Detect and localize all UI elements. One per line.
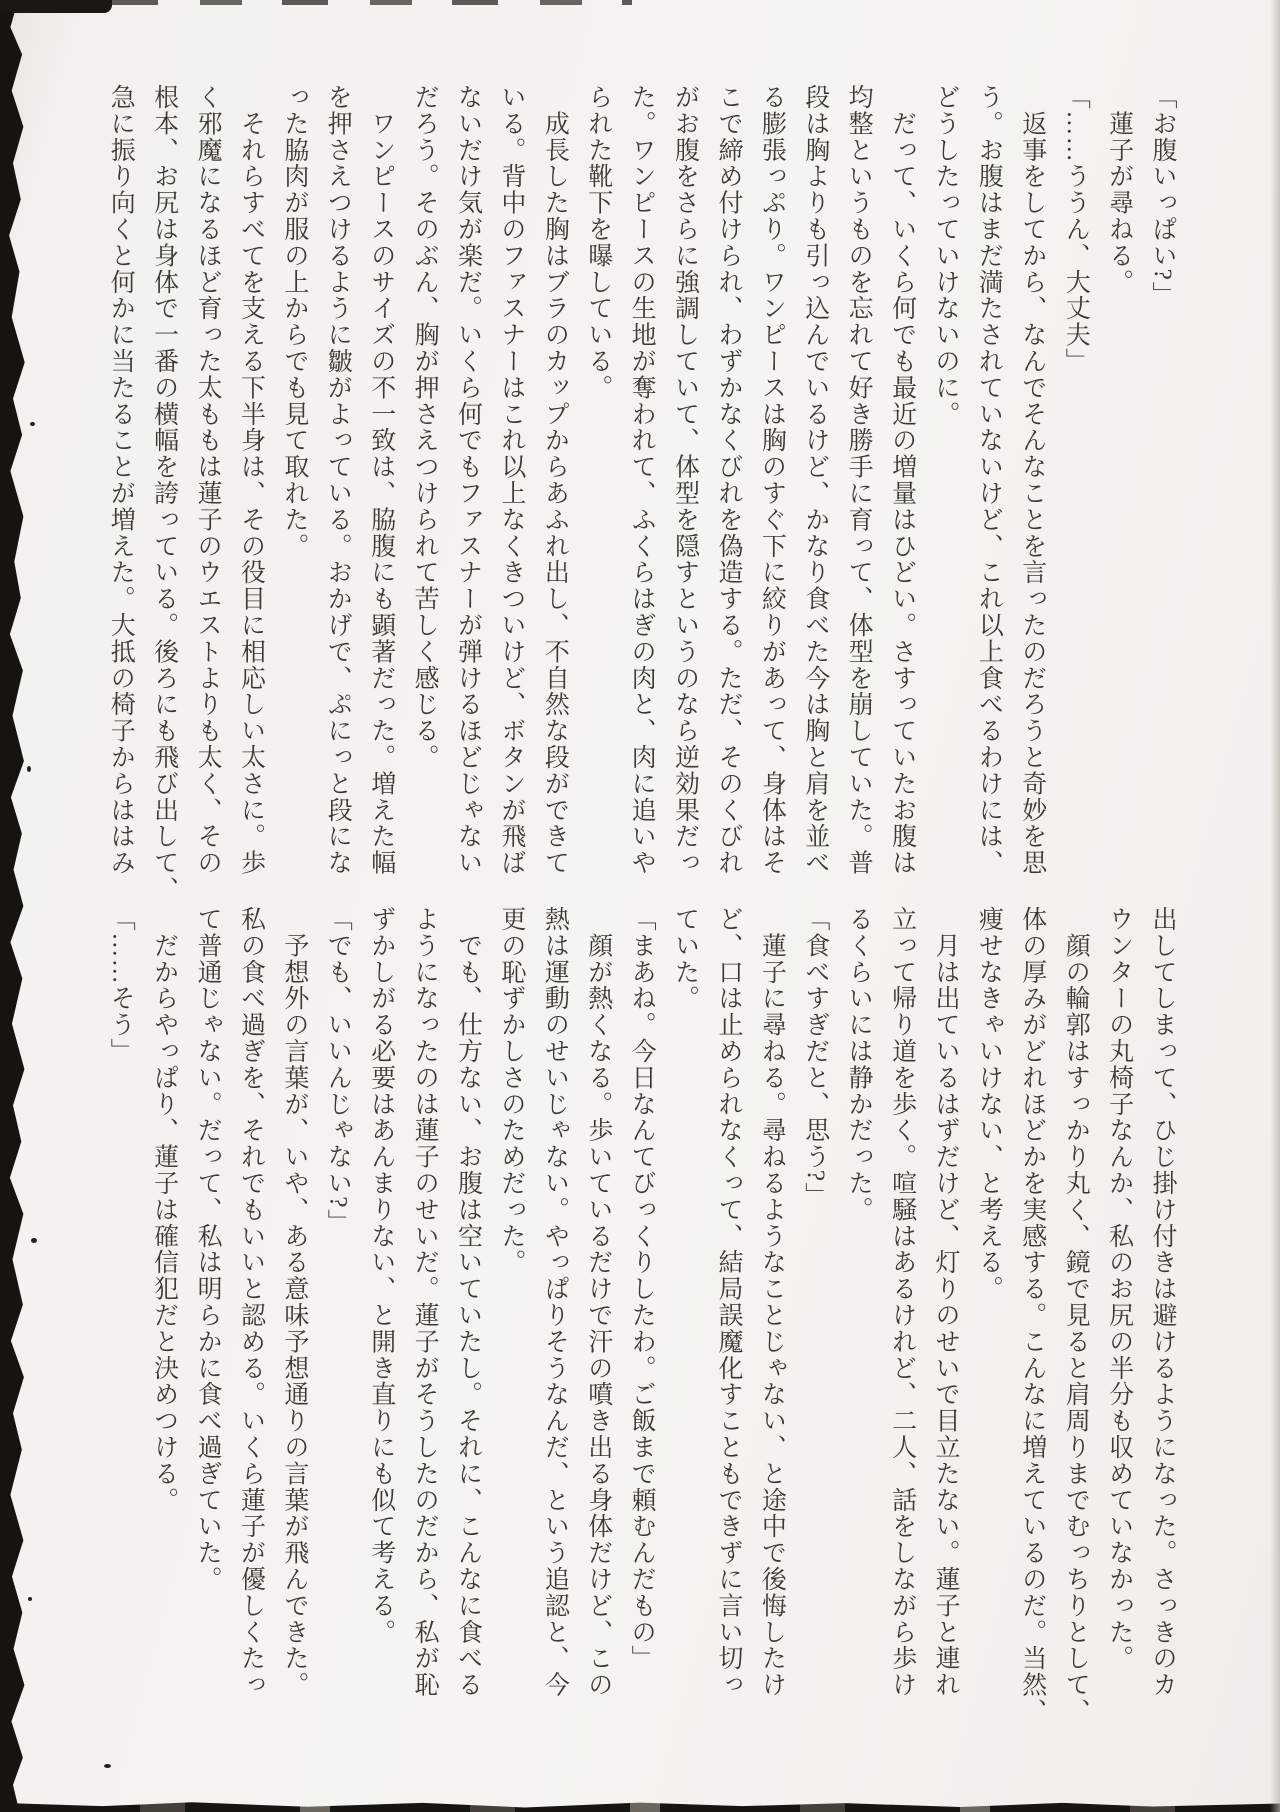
text-line: 「まあね。今日なんてびっくりしたわ。ご飯まで頼むんだもの」 — [628, 906, 656, 1672]
text-line: 「お腹いっぱい?」 — [1149, 84, 1176, 308]
text-line: ど、口は止められなくって、結局誤魔化すこともできずに言い切っ — [714, 906, 742, 1698]
text-line: こで締め付けられ、わずかなくびれを偽造する。ただ、そのくびれ — [714, 84, 742, 876]
scan-speck — [31, 1238, 37, 1243]
text-line: 「……ううん、大丈夫」 — [1062, 84, 1090, 375]
text-line: ずかしがる必要はあんまりない、と開き直りにも似て考える。 — [367, 906, 395, 1646]
text-line: て普通じゃない。だって、私は明らかに食べ過ぎていた。 — [194, 906, 222, 1593]
text-line: いる。背中のファスナーはこれ以上なくきついけど、ボタンが飛ば — [497, 84, 525, 876]
text-line: ようになったのは蓮子のせいだ。蓮子がそうしたのだから、私が恥 — [411, 906, 439, 1698]
text-block-top — [99, 84, 1184, 903]
text-line: った脇肉が服の上からでも見て取れた。 — [280, 84, 308, 560]
text-line: を押さえつけるように皺がよっている。おかげで、ぷにっと段にな — [324, 84, 352, 876]
text-line: だって、いくら何でも最近の増量はひどい。さすっていたお腹は — [888, 84, 916, 876]
scan-artifact-bottom-edge — [0, 1799, 1280, 1812]
text-line: それらすべてを支える下半身は、その役目に相応しい太さに。歩 — [237, 84, 265, 876]
text-line: 段は胸よりも引っ込んでいるけど、かなり食べた今は胸と肩を並べ — [801, 84, 829, 876]
scan-speck — [27, 766, 31, 772]
text-line: た。ワンピースの生地が奪われて、ふくらはぎの肉と、肉に追いや — [628, 84, 656, 876]
scan-speck — [104, 1764, 111, 1768]
text-line: 根本、お尻は身体で一番の横幅を誇っている。後ろにも飛び出して、 — [150, 84, 178, 903]
text-line: でも、仕方ない、お腹は空いていたし。それに、こんなに食べる — [454, 906, 482, 1698]
text-line: 痩せなきゃいけない、と考える。 — [975, 906, 1003, 1302]
text-line: 私の食べ過ぎを、それでもいいと認める。いくら蓮子が優しくたっ — [237, 906, 265, 1698]
text-line: 「食べすぎだと、思う?」 — [801, 906, 829, 1209]
text-line: 均整というものを忘れて好き勝手に育って、体型を崩していた。普 — [845, 84, 873, 876]
text-line: 顔の輪郭はすっかり丸く、鏡で見ると肩周りまでむっちりとして、 — [1062, 906, 1090, 1725]
text-line: 急に振り向くと何かに当たることが増えた。大抵の椅子からははみ — [107, 84, 135, 876]
text-line: 熱は運動のせいじゃない。やっぱりそうなんだ、という追認と、今 — [541, 906, 569, 1698]
scan-artifact-right-shadow — [1270, 0, 1280, 1812]
text-line: ていた。 — [671, 906, 699, 1012]
text-line: る膨張っぷり。ワンピースは胸のすぐ下に絞りがあって、身体はそ — [758, 84, 786, 876]
text-line: がお腹をさらに強調していて、体型を隠すというのなら逆効果だっ — [671, 84, 699, 876]
text-line: 月は出ているはずだけど、灯りのせいで目立たない。蓮子と連れ — [931, 906, 959, 1698]
text-line: 蓮子に尋ねる。尋ねるようなことじゃない、と途中で後悔したけ — [758, 906, 786, 1698]
text-line: く邪魔になるほど育った太ももは蓮子のウエストよりも太く、その — [194, 84, 222, 876]
text-line: 蓮子が尋ねる。 — [1105, 84, 1133, 296]
text-line: 出してしまって、ひじ掛け付きは避けるようになった。さっきのカ — [1149, 906, 1176, 1698]
text-line: 予想外の言葉が、いや、ある意味予想通りの言葉が飛んできた。 — [280, 906, 308, 1698]
text-line: 「……そう」 — [107, 906, 135, 1065]
text-line: るくらいには静かだった。 — [845, 906, 873, 1223]
text-line: 成長した胸はブラのカップからあふれ出し、不自然な段ができて — [541, 84, 569, 876]
text-line: だろう。そのぶん、胸が押さえつけられて苦しく感じる。 — [411, 84, 439, 771]
text-line: 立って帰り道を歩く。喧騒はあるけれど、二人、話をしながら歩け — [888, 906, 916, 1698]
scan-artifact-top-left-corner — [0, 0, 112, 13]
scan-artifact-top-edge — [112, 0, 632, 5]
text-block-bottom — [99, 906, 1184, 1725]
scan-artifact-left-edge — [0, 0, 26, 1812]
text-line: ワンピースのサイズの不一致は、脇腹にも顕著だった。増えた幅 — [367, 84, 395, 876]
text-line: 「でも、いいんじゃない?」 — [324, 906, 352, 1236]
scan-speck — [30, 422, 35, 426]
text-line: ウンターの丸椅子なんか、私のお尻の半分も収めていなかった。 — [1105, 906, 1133, 1672]
text-line: 顔が熱くなる。歩いているだけで汗の噴き出る身体だけど、この — [584, 906, 612, 1698]
text-line: 返事をしてから、なんでそんなことを言ったのだろうと奇妙を思 — [1018, 84, 1046, 876]
scan-speck — [28, 1597, 32, 1601]
text-line: 体の厚みがどれほどかを実感する。こんなに増えているのだ。当然、 — [1018, 906, 1046, 1725]
text-line: だからやっぱり、蓮子は確信犯だと決めつける。 — [150, 906, 178, 1514]
text-line: ないだけ気が楽だ。いくら何でもファスナーが弾けるほどじゃない — [454, 84, 482, 876]
text-line: う。お腹はまだ満たされていないけど、これ以上食べるわけには、 — [975, 84, 1003, 876]
text-line: られた靴下を曝している。 — [584, 84, 612, 401]
text-line: どうしたっていけないのに。 — [931, 84, 959, 428]
text-line: 更の恥ずかしさのためだった。 — [497, 906, 525, 1276]
